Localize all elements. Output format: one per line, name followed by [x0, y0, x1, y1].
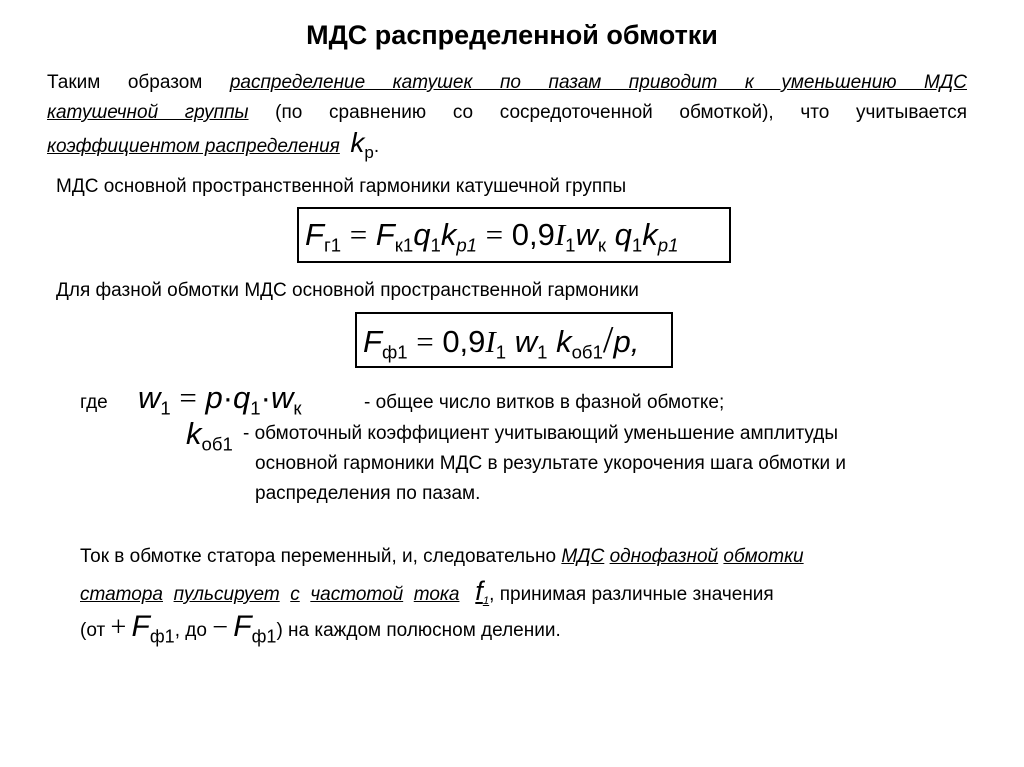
symbol: q [413, 217, 431, 252]
subscript: к1 [394, 234, 414, 256]
intro-paragraph [47, 68, 967, 162]
current-underlined-text: МДС [561, 546, 605, 567]
current-paragraph [80, 542, 804, 646]
symbol: F [305, 217, 324, 252]
current-text: ) на каждом полюсном делении. [276, 620, 561, 641]
current-line-2 [80, 576, 804, 610]
frequency-symbol: f [475, 576, 483, 606]
minus-sign: − [212, 612, 228, 643]
current-underlined-text: статора [80, 584, 163, 605]
intro-underlined-text: катушечной группы [47, 102, 249, 123]
symbol: F [375, 217, 395, 252]
phase-winding-mmf-formula [355, 312, 673, 368]
current-text: (от [80, 620, 111, 641]
kp-subscript: р [364, 142, 374, 162]
coil-group-caption: МДС основной пространственной гармоники катушечной группы [56, 176, 627, 197]
current-underlined-text: пульсирует [173, 584, 280, 605]
subscript: ф1 [149, 626, 175, 647]
page-title: МДС распределенной обмотки [306, 20, 718, 50]
symbol: F [233, 610, 252, 643]
description-line: - обмоточный коэффициент учитывающий уменьшение амплитуды [243, 423, 839, 444]
intro-text: (по сравнению со сосредоточенной обмоткой), что учитывается [248, 102, 967, 123]
intro-underlined-text: коэффициентом распределения [47, 136, 340, 157]
subscript: ф1 [381, 341, 408, 363]
intro-period: . [373, 136, 380, 157]
current-text: Ток в обмотке статора переменный, и, следовательно [80, 546, 562, 567]
phase-winding-caption: Для фазной обмотки МДС основной пространственной гармоники [56, 280, 639, 301]
subscript: р1 [456, 234, 477, 256]
turns-formula [138, 378, 302, 418]
symbol: k [186, 416, 202, 451]
symbol: p [205, 380, 223, 415]
intro-line-1 [47, 68, 967, 98]
symbol: w [138, 380, 161, 415]
kp-symbol: k [350, 127, 365, 158]
current-underlined-text: с [290, 584, 300, 605]
description-line: основной гармоники МДС в результате укорочения шага обмотки и [255, 453, 846, 474]
subscript: г1 [323, 234, 342, 256]
coefficient: 0,9 [442, 324, 486, 359]
symbol: w [514, 324, 538, 359]
symbol: w [575, 217, 598, 252]
subscript: ф1 [251, 626, 277, 647]
symbol: I [554, 217, 566, 252]
symbol: p, [613, 324, 640, 359]
intro-underlined-text: распределение катушек по пазам приводит к уменьшению МДС [229, 72, 967, 93]
current-text: , до [174, 620, 213, 641]
equals-sign: = [349, 217, 368, 252]
subscript: р1 [657, 234, 679, 256]
subscript: об1 [571, 341, 603, 363]
multiply-dot: · [260, 380, 271, 415]
description-line: распределения по пазам. [255, 483, 481, 504]
symbol: q [233, 380, 251, 415]
subscript: к [293, 397, 302, 419]
subscript: 1 [631, 234, 643, 256]
symbol: k [556, 324, 572, 359]
subscript: 1 [160, 397, 171, 419]
equals-sign: = [416, 324, 434, 359]
intro-line-3 [47, 128, 967, 162]
equals-sign: = [179, 380, 197, 415]
current-line-3 [80, 612, 804, 646]
where-label: где [80, 392, 108, 413]
symbol: q [614, 217, 632, 252]
current-underlined-text: обмотки [723, 546, 804, 567]
intro-text: Таким образом [47, 72, 230, 93]
coil-group-mmf-formula [297, 207, 731, 263]
subscript: 1 [250, 397, 261, 419]
current-underlined-text: тока [413, 584, 460, 605]
symbol: k [440, 217, 457, 252]
subscript: 1 [565, 234, 576, 256]
subscript: 1 [482, 594, 490, 607]
current-underlined-text: частотой [310, 584, 404, 605]
current-text: , принимая различные значения [489, 584, 774, 605]
current-underlined-text: однофазной [609, 546, 719, 567]
division-slash: / [602, 319, 614, 361]
current-line-1 [80, 542, 804, 572]
coefficient: 0,9 [511, 217, 555, 252]
symbol: k [642, 217, 658, 252]
plus-sign: + [110, 612, 127, 643]
winding-factor-description [243, 419, 846, 509]
winding-factor-symbol [186, 414, 233, 454]
symbol: F [363, 324, 382, 359]
multiply-dot: · [222, 380, 234, 415]
equals-sign: = [485, 217, 504, 252]
subscript: об1 [201, 433, 233, 455]
symbol: w [270, 380, 294, 415]
turns-description: - общее число витков в фазной обмотке; [364, 392, 725, 413]
subscript: 1 [430, 234, 441, 256]
subscript: 1 [537, 341, 548, 363]
subscript: к [597, 234, 607, 256]
symbol: F [131, 610, 150, 643]
symbol: I [485, 324, 496, 359]
subscript: 1 [495, 341, 507, 363]
intro-line-2 [47, 98, 967, 128]
